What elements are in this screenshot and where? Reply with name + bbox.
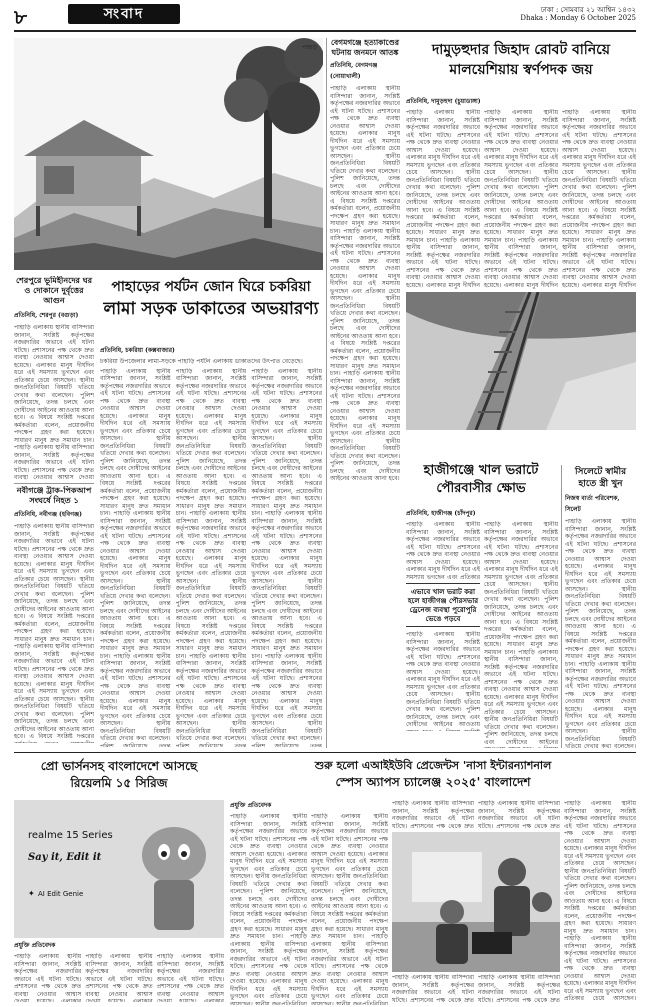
nasa-byline: প্রযুক্তি প্রতিবেদক: [230, 802, 272, 809]
divider-left: [14, 483, 94, 484]
nasa-headline-line1: শুরু হলো এআইইউবি প্রেজেন্টস 'নাসা ইন্টারন্যাশনাল: [314, 759, 552, 772]
realme-byline: প্রযুক্তি প্রতিবেদক: [14, 942, 56, 949]
canal-col-2: [484, 521, 558, 748]
canal-byline: প্রতিনিধি, হাজীগঞ্জ (চাঁদপুর): [406, 510, 476, 517]
masthead-logo: [68, 4, 180, 24]
lead-body: [100, 345, 322, 747]
nasa-col-5: [564, 800, 636, 1000]
right-top-body: [406, 96, 636, 289]
realme-ad-brand: realme 15 Series: [28, 830, 113, 841]
phone-mascot-image: [134, 810, 214, 935]
nasa-headline-block: [230, 758, 636, 798]
left-brief-nabiganj: [14, 486, 94, 746]
realme-ad: [14, 800, 224, 938]
nasa-top-text: [392, 800, 560, 830]
date-en: Dhaka : Monday 6 October 2025: [520, 14, 636, 22]
photo-caption: পাহাড়: [302, 44, 317, 51]
nasa-bottom-text: [392, 974, 560, 1004]
page-header: [0, 0, 650, 30]
nasa-headline-line2: স্পেস অ্যাপস চ্যালেঞ্জ ২০২৫' বাংলাদেশ: [335, 775, 531, 789]
header-rule: [14, 30, 636, 32]
nasa-left-cols: [230, 800, 388, 1005]
sylhet-byline: নিজস্ব বার্তা পরিবেশক, সিলেট: [565, 495, 620, 513]
right-top-byline: প্রতিনিধি, দামুড়হুদা (চুয়াডাঙ্গা): [406, 98, 481, 105]
canal-headline-line2: পৌরবাসীর ক্ষোভ: [436, 481, 526, 496]
canal-col-1a: [406, 521, 480, 579]
lead-headline-line2: লামা সড়ক ডাকাতের অভয়ারণ্য: [103, 299, 319, 319]
date-bn: ঢাকা : সোমবার ২১ আশ্বিন ১৪৩২: [540, 6, 636, 14]
nasa-col-2: [311, 813, 388, 1005]
divider-middle: [326, 38, 327, 748]
realme-headline-line2: রিয়েলমি ১৫ সিরিজ: [70, 776, 168, 790]
realme-col-3: [157, 953, 224, 1002]
lead-col-2: [176, 368, 247, 748]
lead-body-start: চকরিয়া উপজেলার লামা-সড়কে পাহাড়ি পর্যটন এলাকায় ডাকাতদের উৎপাত বেড়েছে।: [100, 358, 303, 365]
sylhet-brief: [565, 466, 636, 748]
realme-headline-block: [14, 758, 224, 798]
canal-body: [406, 508, 558, 748]
canal-pull-quote: এভাবে খাল ভরাট করা হলে হাজীগঞ্জ পৌরসভার ড্রেনেজ ব্যবস্থা পুরোপুরি ভেঙে পড়বে: [406, 583, 480, 627]
nasa-col-4b: [478, 974, 560, 1004]
body-sherpur: [14, 324, 94, 481]
nasa-col-1: [230, 813, 307, 1005]
realme-ad-feature: AI Edit Genie: [38, 890, 84, 898]
realme-col-1: [14, 953, 81, 1002]
nasa-right-col: [564, 800, 636, 1005]
lead-col-3: [251, 368, 322, 748]
right-top-col-3: [562, 109, 636, 289]
headline-nabiganj: নবীগঞ্জে ট্রাক-পিকআপ সংঘর্ষে নিহত ১: [16, 486, 92, 505]
canal-col-1b: [406, 631, 480, 731]
realme-body: [14, 940, 224, 1002]
sylhet-body: [565, 518, 636, 748]
headline-sherpur: শেরপুরে ভূমিহীনদের ঘর ও দোকানে দুর্বৃত্তের আগুন: [15, 276, 93, 305]
lead-col-1: [100, 368, 171, 748]
page-number: ৮: [14, 5, 27, 29]
event-participants-image: [392, 832, 560, 972]
railway-track-image: [406, 292, 636, 430]
canal-headline-line1: হাজীগঞ্জে খাল ভরাটে: [423, 463, 539, 478]
lead-headline-line1: পাহাড়ের পর্যটন জোন ঘিরে চকরিয়া: [111, 279, 311, 295]
byline-sherpur: প্রতিনিধি, শেরপুর (বগুড়া): [14, 312, 79, 319]
right-top-headline-block: [406, 40, 636, 96]
right-top-headline-line2: মালয়েশিয়ায় স্বর্ণপদক জয়: [449, 62, 593, 78]
middle-story: [330, 38, 400, 748]
right-top-col-2: [484, 109, 558, 289]
railway-photo: [406, 292, 636, 430]
nasa-col-3b: [392, 974, 474, 1004]
realme-headline-line1: প্রো ভার্সনসহ বাংলাদেশে আসছে: [40, 759, 198, 773]
canal-headline-block: [406, 462, 556, 506]
body-nabiganj: [14, 523, 94, 743]
nasa-col-4a: [478, 800, 560, 830]
bottom-section-rule: [14, 752, 636, 753]
nasa-col-3a: [392, 800, 474, 830]
sylhet-headline: সিলেটে স্বামীর হাতে স্ত্রী খুন: [574, 467, 627, 489]
left-brief-sherpur: [14, 276, 94, 481]
nasa-photo: [392, 832, 560, 972]
middle-byline: প্রতিনিধি, বেগমগঞ্জ (নোয়াখালী): [330, 62, 378, 80]
middle-body: [330, 85, 400, 735]
realme-col-2: [85, 953, 152, 1002]
hill-landscape-image: [14, 38, 323, 270]
lead-headline-block: [100, 277, 322, 341]
lead-photo: [14, 38, 323, 270]
ai-sparkle-icon: ✦: [28, 889, 35, 898]
right-top-col-1: [406, 109, 480, 289]
divider-sylhet: [561, 465, 562, 748]
masthead-text: সংবাদ: [103, 6, 145, 22]
byline-nabiganj: প্রতিনিধি, নবীগঞ্জ (হবিগঞ্জ): [14, 511, 82, 518]
lead-byline: প্রতিনিধি, চকরিয়া (কক্সবাজার): [100, 347, 175, 354]
middle-headline: বেগমগঞ্জে হত্যাকাণ্ডের ঘটনায় জনমনে আতঙ্ক: [330, 38, 400, 57]
right-top-headline-line1: দামুড়হুদার জিহাদ রোবট বানিয়ে: [431, 42, 611, 58]
realme-ad-tagline: Say it, Edit it: [28, 852, 102, 863]
